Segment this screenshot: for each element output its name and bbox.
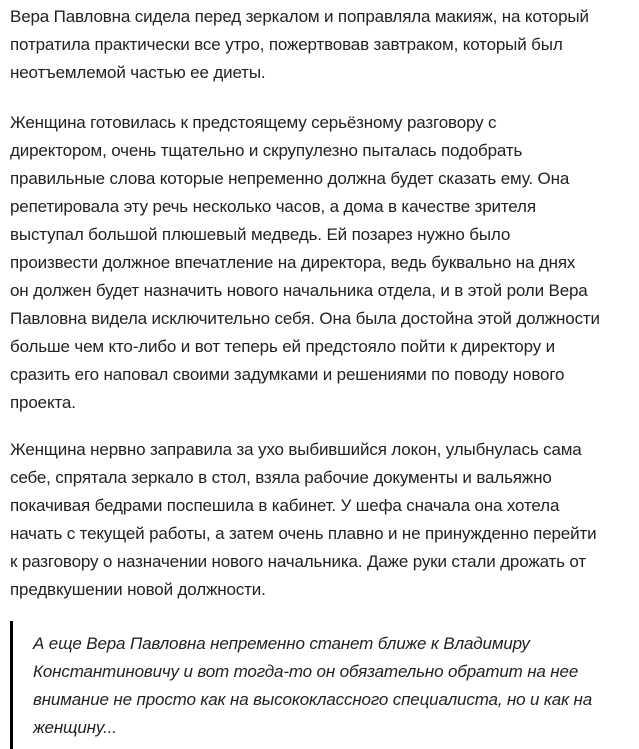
text-line: директором, очень тщательно и скрупулезно пыталась подобрать (10, 141, 523, 160)
text-line: проекта. (10, 393, 76, 412)
text-line: правильные слова которые непременно должна будет сказать ему. Она (10, 169, 570, 188)
text-line: Павловна видела исключительно себя. Она была достойна этой должности (10, 309, 600, 328)
paragraph-2 (10, 109, 600, 417)
quote-line: женщину... (33, 718, 117, 737)
paragraph-1 (10, 3, 589, 87)
text-line: Женщина готовилась к предстоящему серьёзному разговору с (10, 113, 497, 132)
text-line: к разговору о назначении нового начальника. Даже руки стали дрожать от (10, 552, 586, 571)
text-line: потратила практически все утро, пожертвовав завтраком, который был (10, 35, 563, 54)
paragraph-3 (10, 436, 596, 604)
quote-line: внимание не просто как на высококлассного специалиста, но и как на (33, 690, 593, 709)
text-line: предвкушении новой должности. (10, 580, 266, 599)
text-line: Вера Павловна сидела перед зеркалом и поправляла макияж, на который (10, 7, 589, 26)
text-line: Женщина нервно заправила за ухо выбившийся локон, улыбнулась сама (10, 440, 582, 459)
text-line: себе, спрятала зеркало в стол, взяла рабочие документы и вальяжно (10, 468, 552, 487)
text-line: произвести должное впечатление на директора, ведь буквально на днях (10, 253, 576, 272)
quote-line: А еще Вера Павловна непременно станет ближе к Владимиру (33, 634, 530, 653)
text-line: он должен будет назначить нового начальника отдела, и в этой роли Вера (10, 281, 588, 300)
text-line: покачивая бедрами поспешила в кабинет. У шефа сначала она хотела (10, 496, 560, 515)
text-line: неотъемлемой частью ее диеты. (10, 63, 266, 82)
text-line: сразить его наповал своими задумками и решениями по поводу нового (10, 365, 565, 384)
blockquote (10, 621, 630, 749)
blockquote-text (33, 630, 592, 742)
quote-line: Константиновичу и вот тогда-то он обязательно обратит на нее (33, 662, 579, 681)
text-line: больше чем кто-либо и вот теперь ей предстояло пойти к директору и (10, 337, 555, 356)
text-line: начать с текущей работы, а затем очень плавно и не принужденно перейти (10, 524, 597, 543)
text-line: репетировала эту речь несколько часов, а дома в качестве зрителя (10, 197, 536, 216)
text-line: выступал большой плюшевый медведь. Ей позарез нужно было (10, 225, 511, 244)
